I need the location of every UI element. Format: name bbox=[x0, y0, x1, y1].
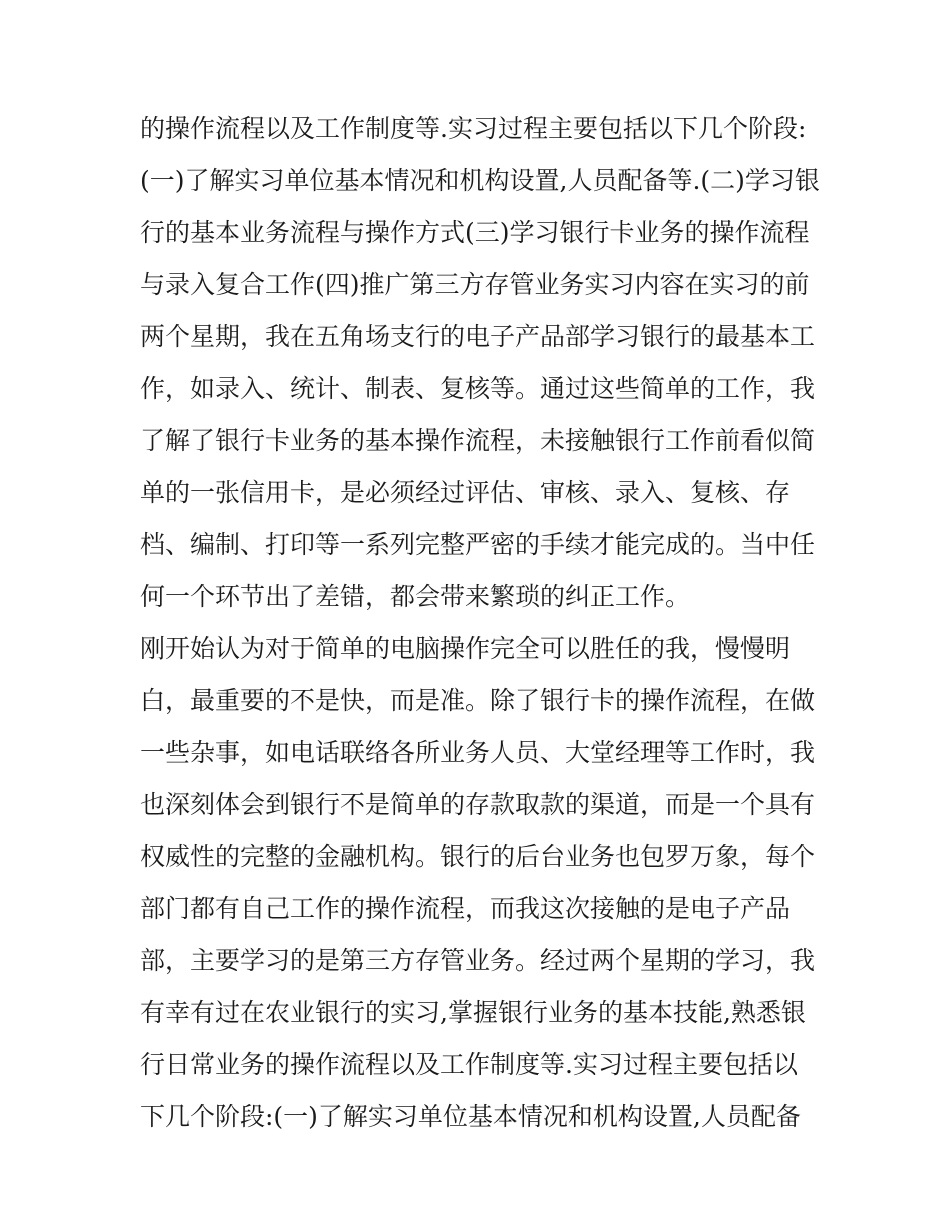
text-line: 档、编制、打印等一系列完整严密的手续才能完成的。当中任 bbox=[140, 530, 816, 559]
text-line: 的操作流程以及工作制度等.实习过程主要包括以下几个阶段: bbox=[140, 114, 807, 143]
text-line: 部门都有自己工作的操作流程，而我这次接触的是电子产品 bbox=[140, 894, 791, 923]
text-line: 一些杂事，如电话联络各所业务人员、大堂经理等工作时，我 bbox=[140, 738, 816, 767]
text-line: 刚开始认为对于简单的电脑操作完全可以胜任的我，慢慢明 bbox=[140, 634, 791, 663]
text-line: 行日常业务的操作流程以及工作制度等.实习过程主要包括以 bbox=[140, 1050, 798, 1079]
text-line: 何一个环节出了差错，都会带来繁琐的纠正工作。 bbox=[140, 582, 691, 611]
text-line: 白，最重要的不是快，而是准。除了银行卡的操作流程，在做 bbox=[140, 686, 816, 715]
text-line: 下几个阶段:(一)了解实习单位基本情况和机构设置,人员配备 bbox=[140, 1102, 801, 1131]
text-line: 部，主要学习的是第三方存管业务。经过两个星期的学习，我 bbox=[140, 946, 816, 975]
text-line: 有幸有过在农业银行的实习,掌握银行业务的基本技能,熟悉银 bbox=[140, 998, 806, 1027]
text-line: 也深刻体会到银行不是简单的存款取款的渠道，而是一个具有 bbox=[140, 790, 816, 819]
text-line: 行的基本业务流程与操作方式(三)学习银行卡业务的操作流程 bbox=[140, 218, 810, 247]
text-line: 权威性的完整的金融机构。银行的后台业务也包罗万象，每个 bbox=[140, 842, 816, 871]
text-line: (一)了解实习单位基本情况和机构设置,人员配备等.(二)学习银 bbox=[140, 166, 820, 195]
text-line: 单的一张信用卡，是必须经过评估、审核、录入、复核、存 bbox=[140, 478, 791, 507]
text-line: 两个星期，我在五角场支行的电子产品部学习银行的最基本工 bbox=[140, 322, 816, 351]
text-line: 与录入复合工作(四)推广第三方存管业务实习内容在实习的前 bbox=[140, 270, 810, 299]
text-line: 了解了银行卡业务的基本操作流程，未接触银行工作前看似简 bbox=[140, 426, 816, 455]
text-line: 作，如录入、统计、制表、复核等。通过这些简单的工作，我 bbox=[140, 374, 816, 403]
